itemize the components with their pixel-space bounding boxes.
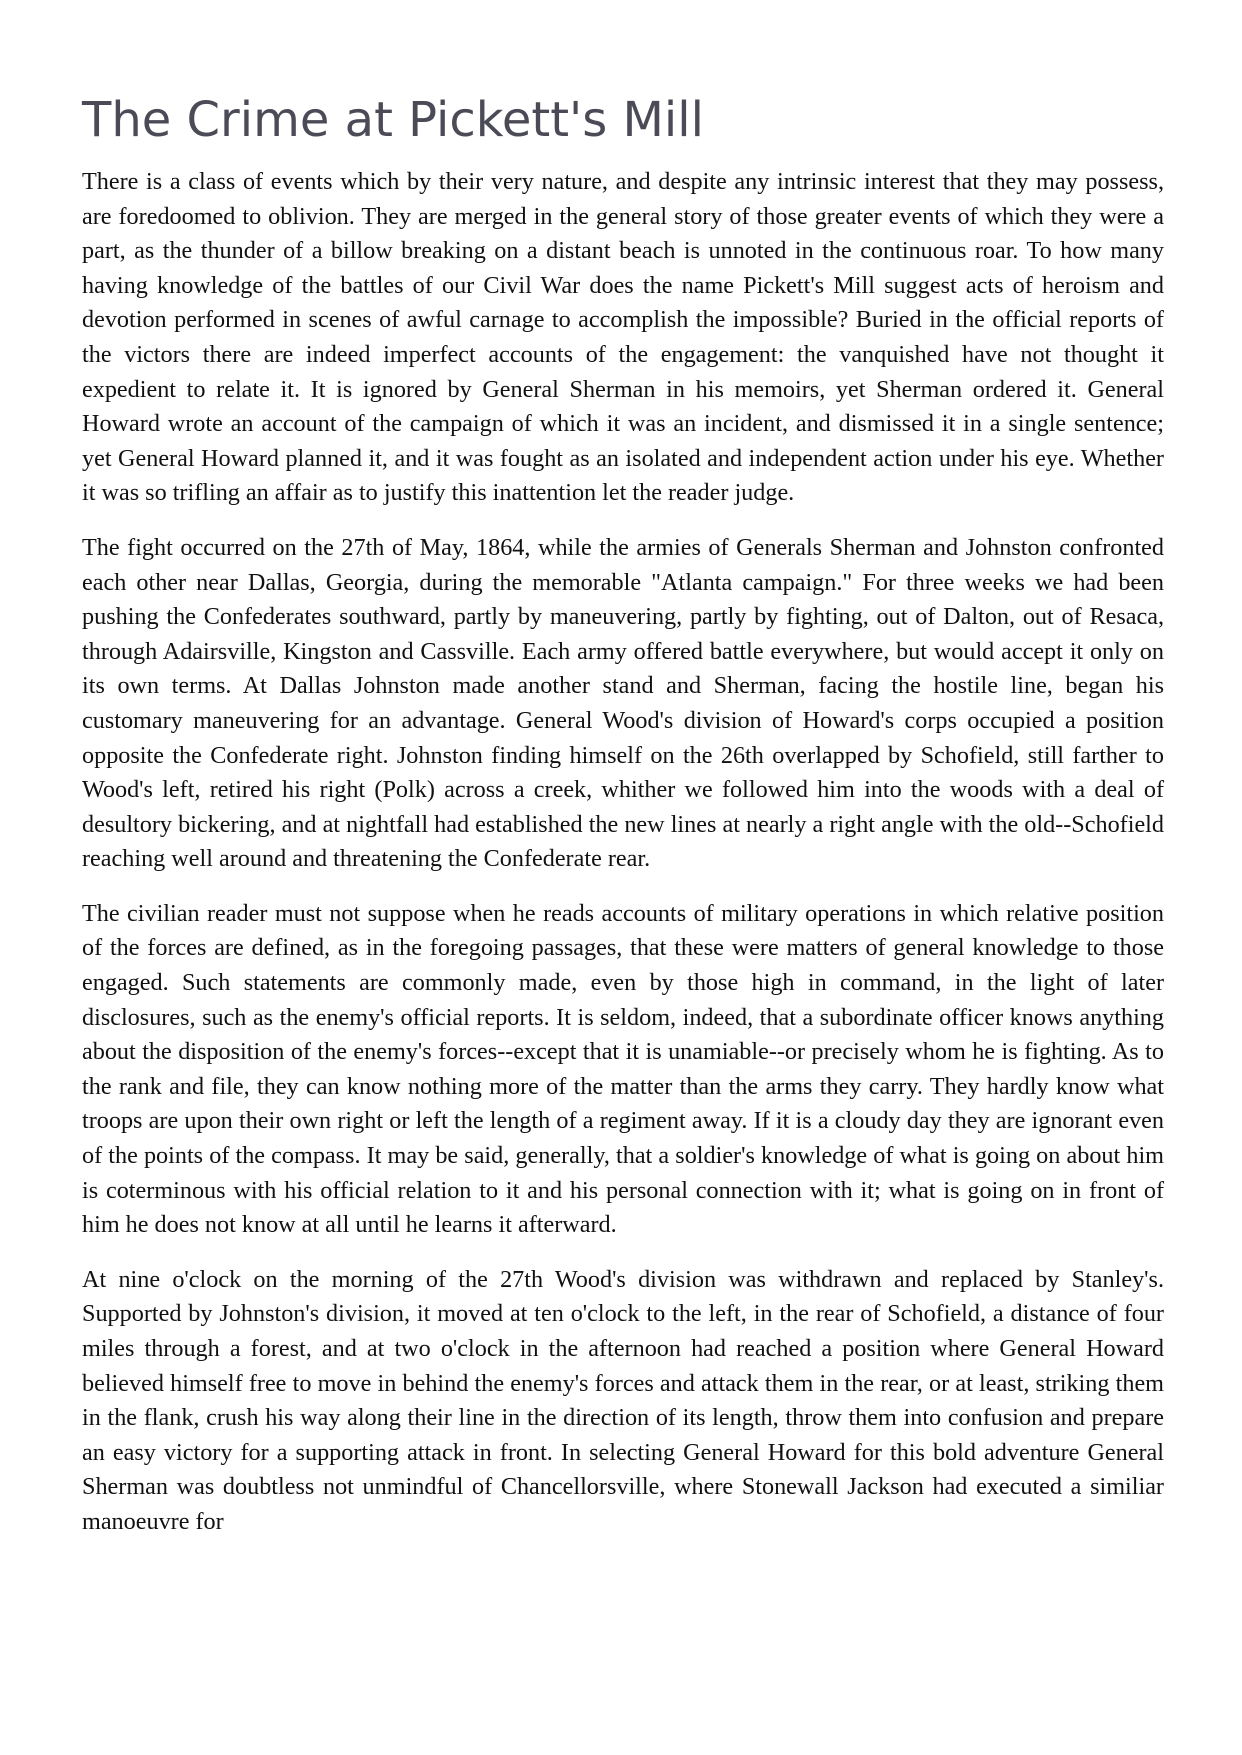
document-body — [82, 165, 1164, 1560]
paragraph-3: The civilian reader must not suppose when he reads accounts of military operations in which relative position of the forces are defined, as in the foregoing passages, that these were matters of general knowledge to those engaged. Such statements are commonly made, even by those high in command, in the light of later disclosures, such as the enemy's official reports. It is seldom, indeed, that a subordinate officer knows anything about the disposition of the enemy's forces--except that it is unamiable--or precisely whom he is fighting. As to the rank and file, they can know nothing more of the matter than the arms they carry. They hardly know what troops are upon their own right or left the length of a regiment away. If it is a cloudy day they are ignorant even of the points of the compass. It may be said, generally, that a soldier's knowledge of what is going on about him is coterminous with his official relation to it and his personal connection with it; what is going on in front of him he does not know at all until he learns it afterward. — [82, 899, 1164, 1239]
paragraph-1: There is a class of events which by their very nature, and despite any intrinsic interest that they may possess, are foredoomed to oblivion. They are merged in the general story of those greater events of which they were a part, as the thunder of a billow breaking on a distant beach is unnoted in the continuous roar. To how many having knowledge of the battles of our Civil War does the name Pickett's Mill suggest acts of heroism and devotion performed in scenes of awful carnage to accomplish the impossible? Buried in the official reports of the victors there are indeed imperfect accounts of the engagement: the vanquished have not thought it expedient to relate it. It is ignored by General Sherman in his memoirs, yet Sherman ordered it. General Howard wrote an account of the campaign of which it was an incident, and dismissed it in a single sentence; yet General Howard planned it, and it was fought as an isolated and independent action under his eye. Whether it was so trifling an affair as to justify this inattention let the reader judge. — [82, 168, 1164, 507]
paragraph-2: The fight occurred on the 27th of May, 1864, while the armies of Generals Sherman and Johnston confronted each other near Dallas, Georgia, during the memorable "Atlanta campaign." For three weeks we had been pushing the Confederates southward, partly by maneuvering, partly by fighting, out of Dalton, out of Resaca, through Adairsville, Kingston and Cassville. Each army offered battle everywhere, but would accept it only on its own terms. At Dallas Johnston made another stand and Sherman, facing the hostile line, began his customary maneuvering for an advantage. General Wood's division of Howard's corps occupied a position opposite the Confederate right. Johnston finding himself on the 26th overlapped by Schofield, still farther to Wood's left, retired his right (Polk) across a creek, whither we followed him into the woods with a deal of desultory bickering, and at nightfall had established the new lines at nearly a right angle with the old--Schofield reaching well around and threatening the Confederate rear. — [82, 533, 1164, 873]
document-title: The Crime at Pickett's Mill — [82, 92, 704, 148]
paragraph-4: At nine o'clock on the morning of the 27th Wood's division was withdrawn and replaced by Stanley's. Supported by Johnston's division, it moved at ten o'clock to the left, in the rear of Schofield, a distance of four miles through a forest, and at two o'clock in the afternoon had reached a position where General Howard believed himself free to move in behind the enemy's forces and attack them in the rear, or at least, striking them in the flank, crush his way along their line in the direction of its length, throw them into confusion and prepare an easy victory for a supporting attack in front. In selecting General Howard for this bold adventure General Sherman was doubtless not unmindful of Chancellorsville, where Stonewall Jackson had executed a similiar manoeuvre for — [82, 1265, 1164, 1535]
